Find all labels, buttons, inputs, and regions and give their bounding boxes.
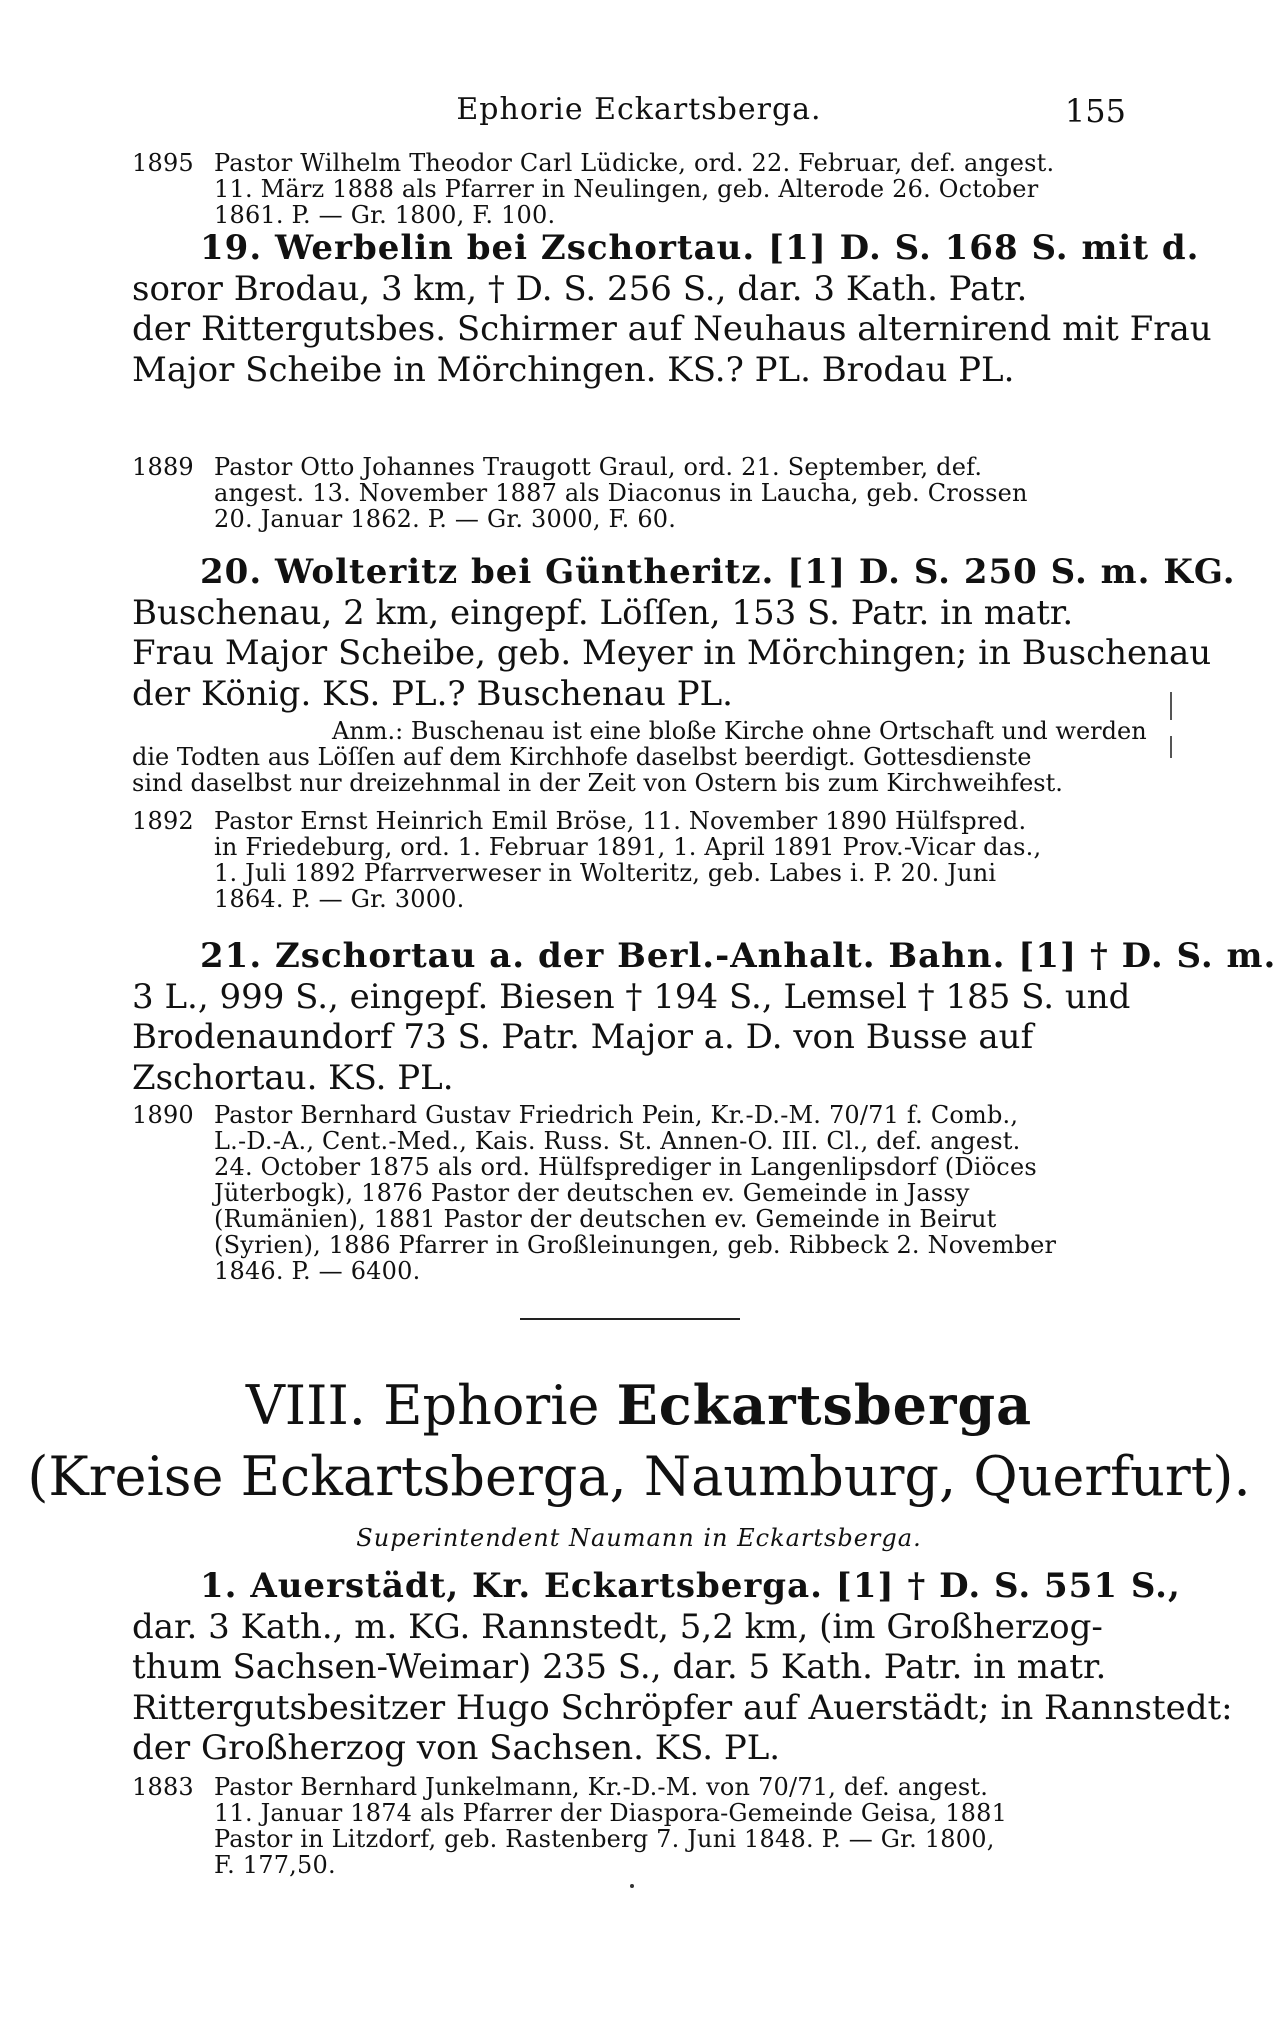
parish-line: 19. Werbelin bei Zschortau. [1] D. S. 168 S. mit d. — [200, 228, 1200, 268]
entry-line: L.-D.-A., Cent.-Med., Kais. Russ. St. Annen-O. III. Cl., def. angest. — [214, 1127, 1021, 1155]
parish-line: Zschortau. KS. PL. — [132, 1057, 454, 1098]
section-divider — [520, 1318, 740, 1320]
entry-line: Pastor Bernhard Gustav Friedrich Pein, Kr.-D.-M. 70/71 f. Comb., — [214, 1101, 1019, 1129]
superintendent-line: Superintendent Naumann in Eckartsberga. — [356, 1524, 922, 1552]
entry-line: Pastor Ernst Heinrich Emil Bröse, 11. November 1890 Hülfspred. — [214, 807, 1027, 835]
entry-line: 20. Januar 1862. P. — Gr. 3000, F. 60. — [214, 505, 677, 533]
entry-line: (Rumänien), 1881 Pastor der deutschen ev. Gemeinde in Beirut — [214, 1205, 997, 1233]
parish-line: dar. 3 Kath., m. KG. Rannstedt, 5,2 km, (im Großherzog- — [132, 1606, 1103, 1647]
entry-line: (Syrien), 1886 Pfarrer in Großleinungen, geb. Ribbeck 2. November — [214, 1231, 1057, 1259]
entry-line: 24. October 1875 als ord. Hülfsprediger in Langenlipsdorf (Diöces — [214, 1153, 1037, 1181]
entry-line: 1864. P. — Gr. 3000. — [214, 885, 465, 913]
entry-year: 1889 — [132, 453, 194, 481]
parish-line: Major Scheibe in Mörchingen. KS.? PL. Brodau PL. — [132, 349, 1015, 390]
entry-year: 1895 — [132, 149, 194, 177]
parish-line: thum Sachsen-Weimar) 235 S., dar. 5 Kath. Patr. in matr. — [132, 1647, 1107, 1687]
pastor-entry-1883 — [132, 1774, 1132, 1878]
entry-line: 11. März 1888 als Pfarrer in Neulingen, geb. Alterode 26. October — [214, 175, 1039, 203]
parish-line: Rittergutsbesitzer Hugo Schröpfer auf Auerstädt; in Rannstedt: — [132, 1687, 1233, 1728]
margin-mark — [1170, 736, 1176, 758]
section-subtitle: (Kreise Eckartsberga, Naumburg, Querfurt). — [27, 1445, 1251, 1508]
section-title — [0, 1374, 1278, 1437]
pastor-entry-1890 — [132, 1102, 1132, 1284]
entry-line: Pastor Wilhelm Theodor Carl Lüdicke, ord. 22. Februar, def. angest. — [214, 149, 1055, 177]
note-line: sind daselbst nur dreizehnmal in der Zeit von Ostern bis zum Kirchweihfest. — [132, 769, 1063, 797]
margin-mark — [1170, 692, 1176, 720]
entry-line: Pastor in Litzdorf, geb. Rastenberg 7. Juni 1848. P. — Gr. 1800, — [214, 1825, 995, 1853]
entry-line: Pastor Bernhard Junkelmann, Kr.-D.-M. von 70/71, def. angest. — [214, 1773, 989, 1801]
parish-line: 20. Wolteritz bei Güntheritz. [1] D. S. 250 S. m. KG. — [200, 552, 1236, 592]
parish-line: Buschenau, 2 km, eingepf. Löſſen, 153 S. Patr. in matr. — [132, 592, 1074, 633]
entry-line: 1846. P. — 6400. — [214, 1257, 421, 1285]
parish-20-note — [132, 717, 1147, 797]
entry-line: 11. Januar 1874 als Pfarrer der Diaspora-Gemeinde Geisa, 1881 — [214, 1799, 1008, 1827]
parish-line: 1. Auerstädt, Kr. Eckartsberga. [1] † D. S. 551 S., — [200, 1566, 1181, 1606]
pastor-entry-1889 — [132, 454, 1132, 532]
parish-line: soror Brodau, 3 km, † D. S. 256 S., dar. 3 Kath. Patr. — [132, 268, 1028, 309]
section-title-prefix: VIII. Ephorie — [245, 1374, 600, 1437]
parish-20 — [132, 552, 1236, 714]
parish-line: Brodenaundorf 73 S. Patr. Major a. D. von Busse auf — [132, 1017, 1034, 1057]
parish-19 — [132, 228, 1212, 390]
section-title-bold: Eckartsberga — [616, 1373, 1033, 1437]
scan-dot — [630, 1884, 634, 1888]
entry-line: Jüterbogk), 1876 Pastor der deutschen ev. Gemeinde in Jassy — [214, 1179, 970, 1207]
parish-line: 21. Zschortau a. der Berl.-Anhalt. Bahn. [1] † D. S. m. — [200, 936, 1277, 976]
parish-line: 3 L., 999 S., eingepf. Biesen † 194 S., Lemsel † 185 S. und — [132, 976, 1131, 1017]
running-title: Ephorie Eckartsberga. — [456, 92, 822, 127]
entry-year: 1890 — [132, 1101, 194, 1129]
entry-line: in Friedeburg, ord. 1. Februar 1891, 1. April 1891 Prov.-Vicar das., — [214, 833, 1042, 861]
running-head — [0, 92, 1278, 132]
entry-line: Pastor Otto Johannes Traugott Graul, ord. 21. September, def. — [214, 453, 983, 481]
note-line: die Todten aus Löſſen auf dem Kirchhofe daselbst beerdigt. Gottesdienste — [132, 743, 1032, 771]
entry-1895 — [132, 150, 1132, 228]
note-line: Anm.: Buschenau ist eine bloße Kirche ohne Ortschaft und werden — [332, 717, 1147, 745]
parish-line: der Rittergutsbes. Schirmer auf Neuhaus alternirend mit Frau — [132, 309, 1212, 349]
parish-1-auerstaedt — [132, 1566, 1233, 1769]
entry-line: 1. Juli 1892 Pfarrverweser in Wolteritz, geb. Labes i. P. 20. Juni — [214, 859, 997, 887]
entry-year: 1892 — [132, 807, 194, 835]
entry-year: 1883 — [132, 1773, 194, 1801]
parish-line: der Großherzog von Sachsen. KS. PL. — [132, 1728, 781, 1768]
parish-line: Frau Major Scheibe, geb. Meyer in Mörchingen; in Buschenau — [132, 633, 1212, 673]
pastor-entry-1892 — [132, 808, 1132, 912]
entry-line: 1861. P. — Gr. 1800, F. 100. — [214, 201, 556, 229]
entry-line: angest. 13. November 1887 als Diaconus in Laucha, geb. Crossen — [214, 479, 1028, 507]
page-number: 155 — [1064, 92, 1126, 130]
parish-21 — [132, 936, 1277, 1098]
parish-line: der König. KS. PL.? Buschenau PL. — [132, 673, 733, 714]
entry-line: F. 177,50. — [214, 1851, 336, 1879]
